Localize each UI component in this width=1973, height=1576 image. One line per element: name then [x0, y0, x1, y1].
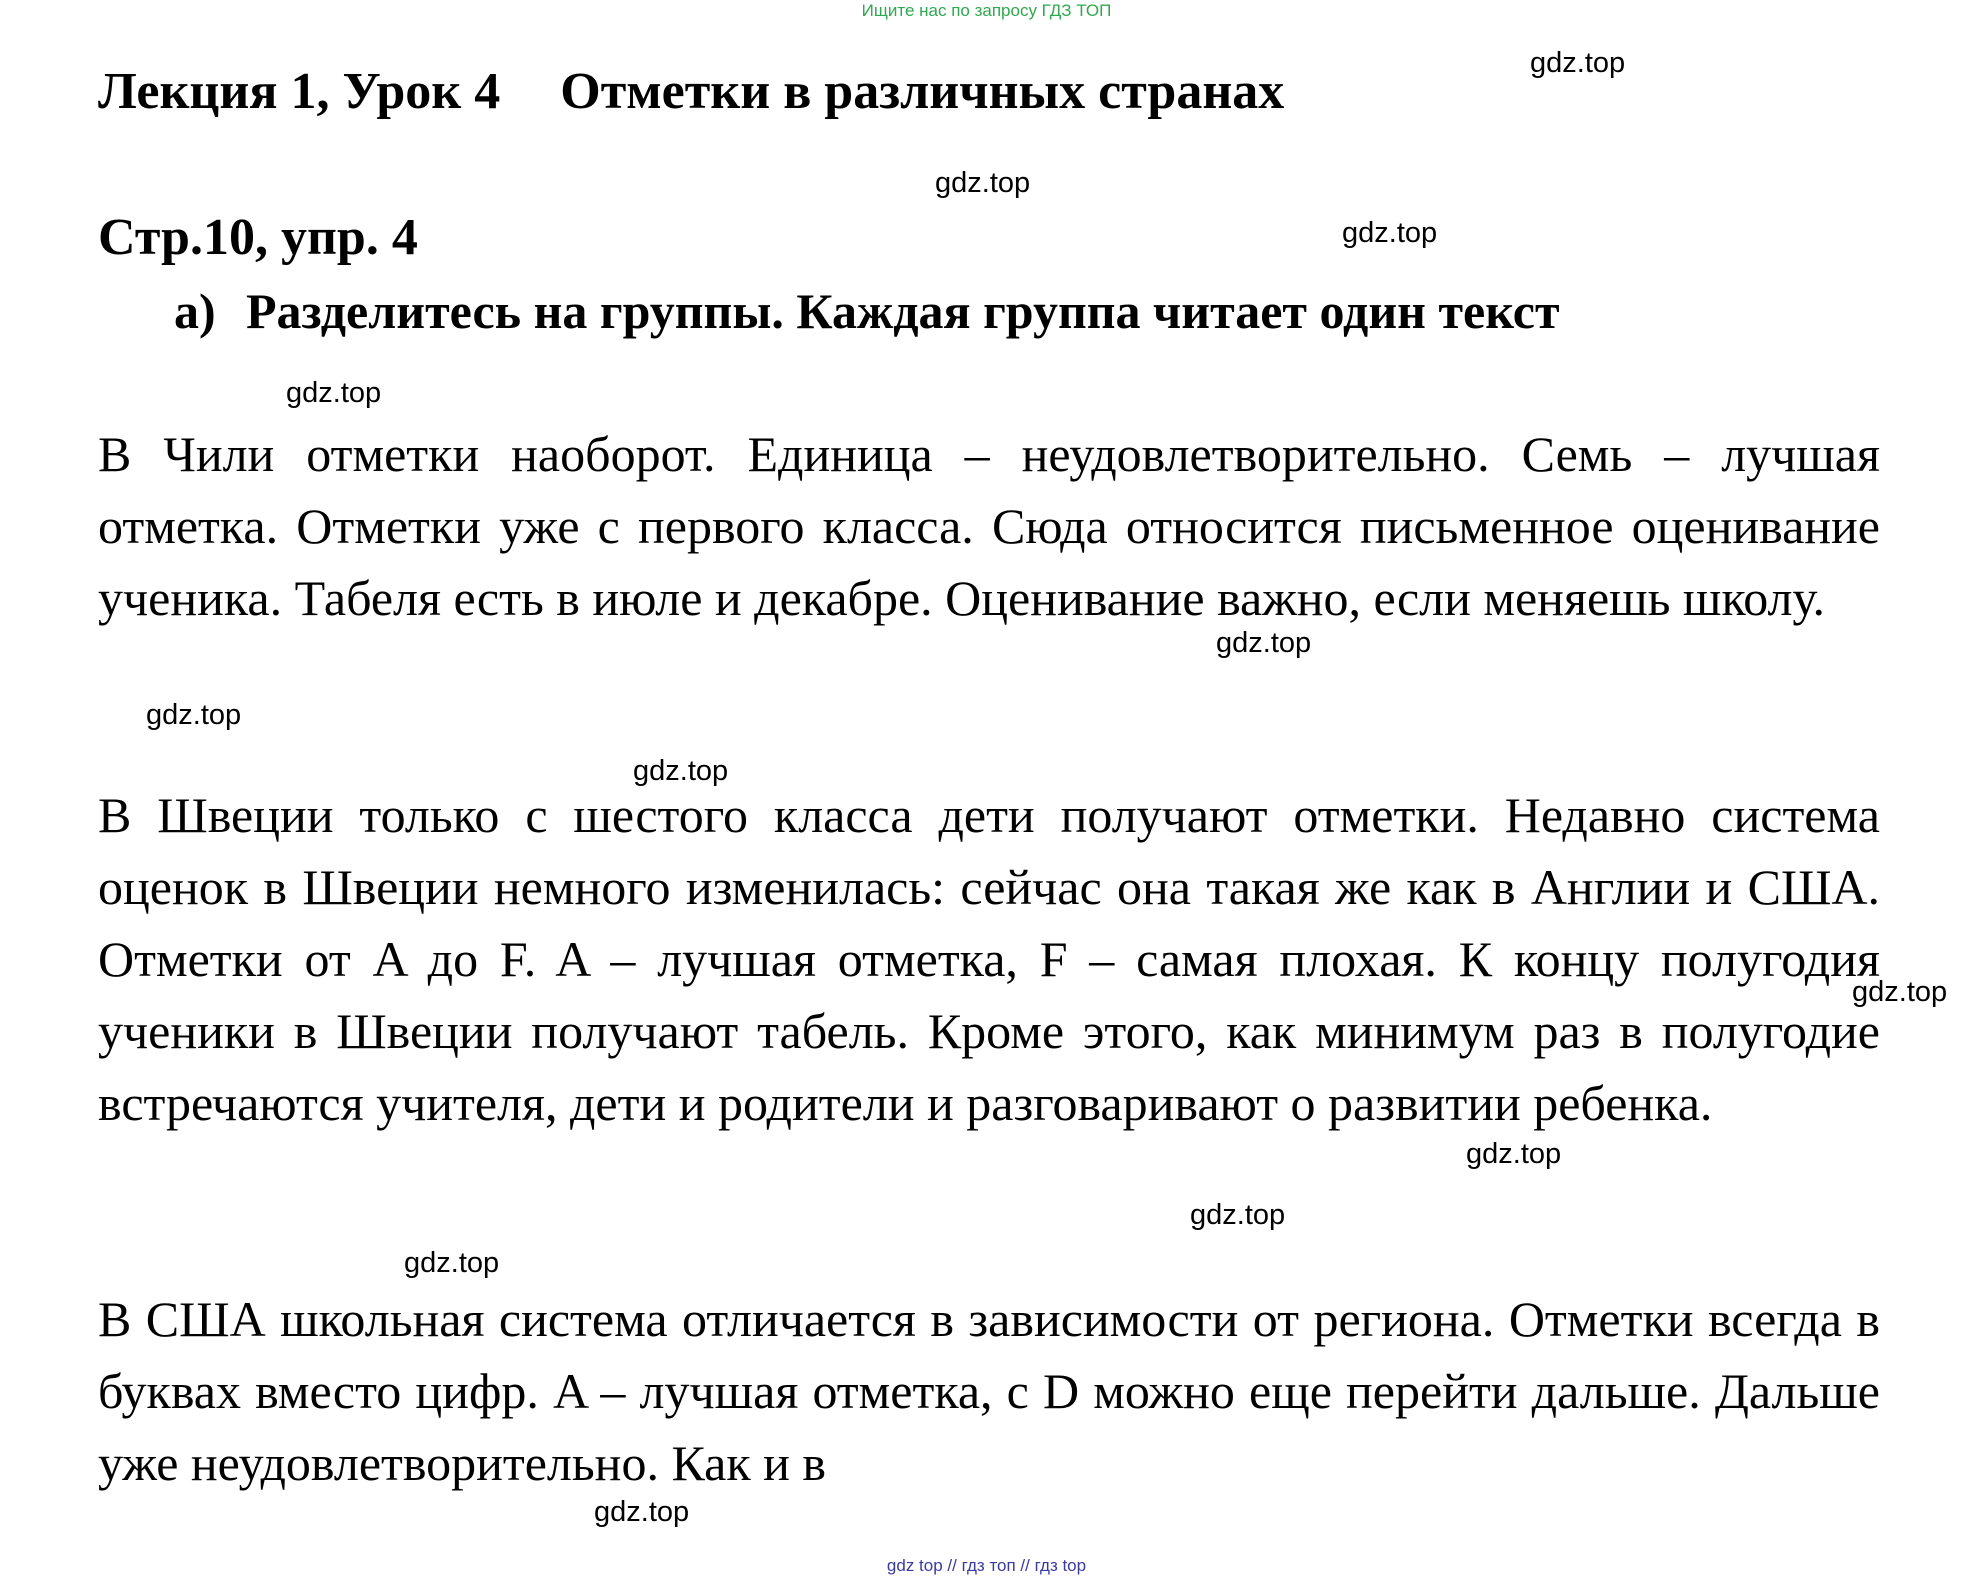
paragraph-usa: В США школьная система отличается в зависимости от региона. Отметки всегда в буквах вместо цифр. A – лучшая отметка, с D можно еще перейти дальше. Дальше уже неудовлетворительно. Как и в [98, 1291, 1880, 1491]
task-marker: а) [174, 283, 216, 339]
watermark: gdz.top [1852, 976, 1948, 1008]
watermark: gdz.top [404, 1247, 500, 1279]
top-banner: Ищите нас по запросу ГДЗ ТОП [861, 1, 1112, 20]
page-reference: Стр.10, упр. 4 [98, 209, 418, 266]
paragraph-sweden: В Швеции только с шестого класса дети получают отметки. Недавно система оценок в Швеции немного изменилась: сейчас она такая же как в Англии и США. Отметки от A до F. A – лучшая отметка, F – самая плохая. К концу полугодия ученики в Швеции получают табель. Кроме этого, как минимум раз в полугодие встречаются учителя, дети и родители и разговаривают о развитии ребенка. [98, 787, 1880, 1131]
task-instruction [174, 280, 1560, 342]
task-text: Разделитесь на группы. Каждая группа читает один текст [246, 283, 1560, 339]
watermark: gdz.top [594, 1496, 690, 1528]
watermark: gdz.top [1190, 1199, 1286, 1231]
watermark: gdz.top [1216, 627, 1312, 659]
watermark: gdz.top [1530, 47, 1626, 79]
watermark: gdz.top [1466, 1138, 1562, 1170]
lecture-label: Лекция 1, Урок 4 [98, 63, 501, 120]
watermark: gdz.top [1342, 217, 1438, 249]
watermark: gdz.top [935, 167, 1031, 199]
page-title [98, 60, 1284, 124]
footer-links: gdz top // гдз топ // гдз top [886, 1556, 1087, 1575]
watermark: gdz.top [286, 377, 382, 409]
watermark: gdz.top [633, 755, 729, 787]
lecture-topic: Отметки в различных странах [560, 63, 1285, 120]
paragraph-chile: В Чили отметки наоборот. Единица – неудовлетворительно. Семь – лучшая отметка. Отметки уже с первого класса. Сюда относится письменное оценивание ученика. Табеля есть в июле и декабре. Оценивание важно, если меняешь школу. [98, 426, 1880, 626]
watermark: gdz.top [146, 699, 242, 731]
